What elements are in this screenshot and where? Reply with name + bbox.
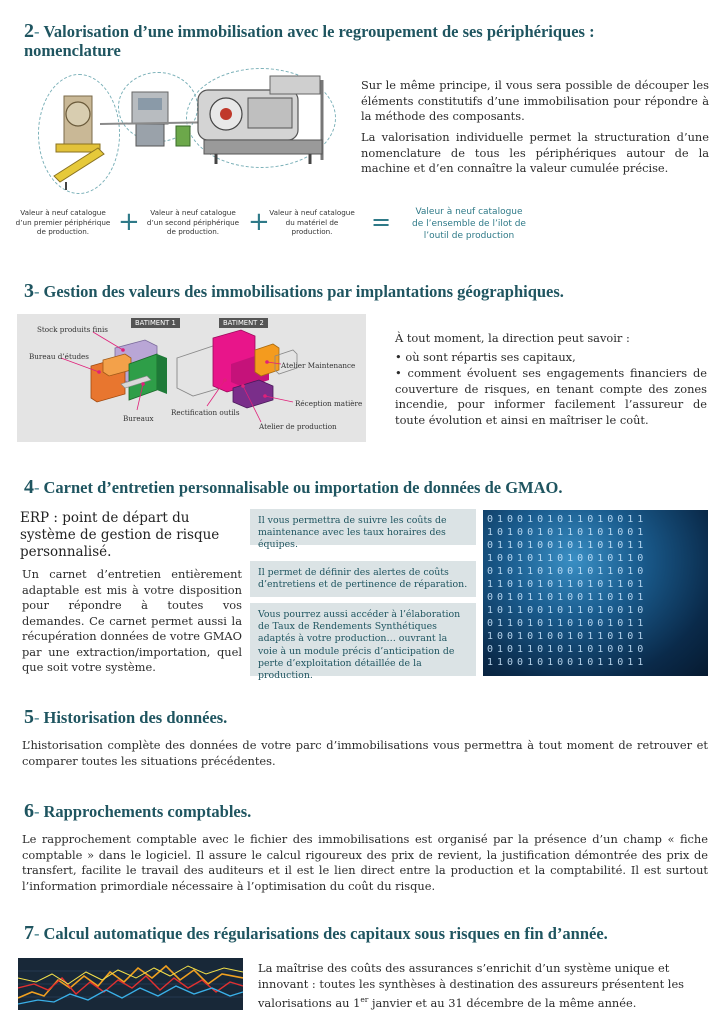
section-dash: -	[34, 924, 40, 943]
binary-row: 0010110100110101	[487, 592, 648, 603]
section-5-heading: Historisation des données.	[43, 708, 228, 727]
label-stock: Stock produits finis	[37, 325, 108, 334]
section-6-paragraph: Le rapprochement comptable avec le fichier des immobilisations est organisé par la présence d’un champ « fiche comptable » dans le logiciel. Il assure le calcul rigoureux des prix de revient, la justification démontrée des prix de transfert, facilite le travail des auditeurs et il est le lien direct entre la production et la comptabilité. Il est surtout l’information primordiale nécessaire à l’optimisation du coût du risque.	[22, 832, 708, 893]
section-3-heading: Gestion des valeurs des immobilisations par implantations géographiques.	[43, 282, 564, 301]
section-5-paragraph: L’historisation complète des données de votre parc d’immobilisations vous permettra à tout moment de retrouver et comparer toutes les situations précédentes.	[22, 738, 708, 768]
info-box-alerts: Il permet de définir des alertes de coûts d’entretiens et de pertinence de réparation.	[250, 561, 476, 597]
section-7-title	[24, 924, 714, 943]
label-rectification: Rectification outils	[171, 408, 240, 417]
financial-chart-image	[18, 958, 243, 1010]
machine-illustration	[26, 64, 336, 206]
section-4-number: 4	[24, 476, 34, 498]
section-5-title	[24, 708, 704, 727]
label-atelier-production: Atelier de production	[259, 422, 337, 431]
plus-sign-2: +	[248, 207, 270, 237]
section-4-paragraph: Un carnet d’entretien entièrement adaptable est mis à votre disposition pour répondre à toutes vos demandes. Ce carnet permet aussi la récupération données de votre GMAO par une extraction/importation, quel que soit votre système.	[22, 567, 242, 674]
section-7-text-b: janvier et au 31 décembre de la même année.	[368, 995, 637, 1010]
section-4-title	[24, 478, 704, 497]
binary-row: 0110100101101011	[487, 540, 648, 551]
plus-sign-1: +	[118, 207, 140, 237]
info-box-trs: Vous pourrez aussi accéder à l’élaboration de Taux de Rendements Synthétiques adaptés à votre production… ouvrant la voie à un module précis d’anticipation de perte d’exploitation détaillée de la production.	[250, 603, 476, 676]
erp-heading: ERP : point de départ du système de gestion de risque personnalisé.	[20, 510, 220, 560]
binary-row: 1011001011010010	[487, 605, 648, 616]
section-7-superscript: er	[360, 995, 369, 1004]
label-atelier-maintenance: Atelier Maintenance	[281, 361, 356, 370]
section-7-heading: Calcul automatique des régularisations des capitaux sous risques en fin d’année.	[43, 924, 608, 943]
section-3-bullet-2: • comment évoluent ses engagements financiers de couverture de risques, en tenant compte des zones incendie, pour informer facilement l’assureur de toute évolution et ainsi en maîtriser le coût.	[395, 366, 707, 427]
caption-peripheral-2: Valeur à neuf catalogue d’un second périphérique de production.	[146, 208, 240, 236]
total-value-caption: Valeur à neuf catalogue de l’ensemble de l’ilot de l’outil de production	[412, 207, 526, 241]
info-box-maintenance: Il vous permettra de suivre les coûts de maintenance avec les taux horaires des équipes.	[250, 509, 476, 545]
equals-sign: =	[371, 208, 392, 236]
section-2-title	[24, 22, 674, 60]
section-2-number: 2	[24, 20, 34, 42]
binary-code-image	[483, 510, 708, 676]
label-reception: Réception matière	[295, 399, 363, 408]
section-5-number: 5	[24, 706, 34, 728]
building-1-tag: BATIMENT 1	[131, 318, 180, 328]
binary-row: 1001011010010110	[487, 553, 648, 564]
section-2-paragraph-1: Sur le même principe, il vous sera possible de découper les éléments constitutifs d’une immobilisation pour répondre à la méthode des composants.	[361, 78, 709, 123]
section-3-intro: À tout moment, la direction peut savoir :	[395, 331, 630, 345]
section-7-paragraph	[258, 961, 708, 1011]
section-dash: -	[34, 708, 40, 727]
binary-row: 0101101001011010	[487, 566, 648, 577]
binary-row: 1001010010110101	[487, 631, 648, 642]
section-2-paragraph-2: La valorisation individuelle permet la structuration d’une nomenclature de tous les périphériques autour de la machine et d’en connaître la valeur cumulée précise.	[361, 130, 709, 175]
machine-drawing	[26, 64, 336, 206]
site-plan-illustration	[17, 314, 366, 442]
section-dash: -	[34, 802, 40, 821]
section-6-heading: Rapprochements comptables.	[43, 802, 252, 821]
binary-row: 1101010110101101	[487, 579, 648, 590]
section-2-heading: Valorisation d’une immobilisation avec le regroupement de ses périphériques : nomenclature	[24, 22, 595, 60]
section-6-number: 6	[24, 800, 34, 822]
caption-main-machine: Valeur à neuf catalogue du matériel de production.	[269, 208, 355, 236]
binary-row: 0101101011010010	[487, 644, 648, 655]
label-bureaux: Bureaux	[123, 414, 154, 423]
section-3-number: 3	[24, 280, 34, 302]
section-dash: -	[34, 478, 40, 497]
label-bureau-etudes: Bureau d’études	[29, 352, 89, 361]
section-dash: -	[34, 22, 40, 41]
binary-row: 1100101001011011	[487, 657, 648, 668]
section-7-number: 7	[24, 922, 34, 944]
binary-row: 1010010110101001	[487, 527, 648, 538]
financial-chart-drawing	[18, 958, 243, 1010]
binary-row: 0110101101001011	[487, 618, 648, 629]
section-4-heading: Carnet d’entretien personnalisable ou importation de données de GMAO.	[43, 478, 563, 497]
section-dash: -	[34, 282, 40, 301]
section-3-bullet-1: • où sont répartis ses capitaux,	[395, 350, 576, 364]
section-7-text-a: La maîtrise des coûts des assurances s’enrichit d’un système unique et innovant : toutes les synthèses à destination des assureurs présentent les valorisations au 1	[258, 961, 685, 1010]
section-6-title	[24, 802, 704, 821]
binary-row: 0100101011010011	[487, 514, 648, 525]
building-2-tag: BATIMENT 2	[219, 318, 268, 328]
section-3-title	[24, 282, 704, 301]
caption-peripheral-1: Valeur à neuf catalogue d’un premier périphérique de production.	[15, 208, 111, 236]
